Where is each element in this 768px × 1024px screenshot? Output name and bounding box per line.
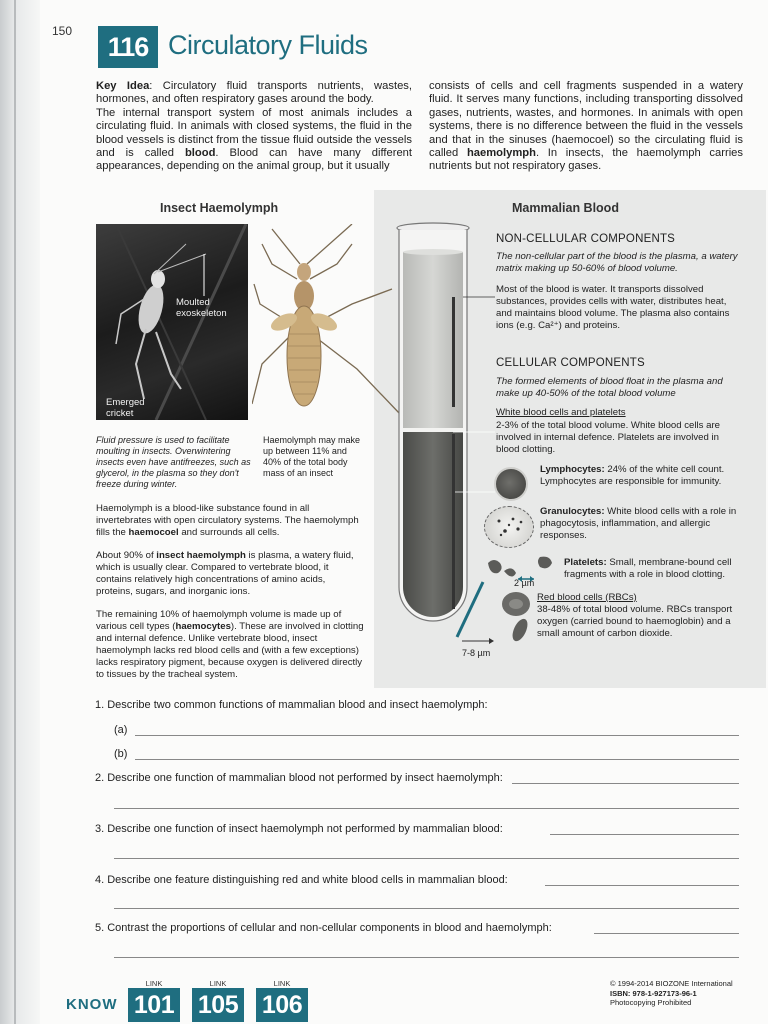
para-text: Haemolymph is a blood-like substance found in all invertebrates with open circulatory systems. The haemolymph fills the (96, 503, 359, 538)
insect-paragraph-3 (96, 609, 364, 681)
question-3: 3. Describe one function of insect haemolymph not performed by mammalian blood: (95, 823, 503, 835)
answer-line-2a[interactable] (512, 783, 739, 784)
answer-line-1a[interactable] (135, 735, 739, 736)
cellular-heading: CELLULAR COMPONENTS (496, 357, 645, 369)
wbc-text: 2-3% of the total blood volume. White blood cells are involved in internal defence. Platelets are involved in blood clotting. (496, 420, 720, 455)
page-binding (0, 0, 40, 1024)
key-idea-label: Key Idea (96, 80, 150, 92)
answer-line-3a[interactable] (550, 834, 739, 835)
red-blood-cells-icon (500, 588, 540, 644)
cells-bracket (452, 434, 455, 609)
insect-paragraph-1 (96, 503, 364, 539)
cricket-photo-drawing (96, 224, 248, 420)
cricket-moulting-photo (96, 224, 248, 420)
para-text: ). These are involved in clotting and internal defence. Unlike vertebrate blood, insect haemolymph lacks red blood cells and (with a few exceptions) lacks respiratory pigment, because oxygen is delivered directly to tissues by the tracheal system. (96, 621, 364, 680)
para-text: The remaining 10% of haemolymph volume is made up of various cell types ( (96, 609, 342, 632)
link-label-3: LINK (273, 979, 291, 988)
term-insect-haemolymph: insect haemolymph (156, 550, 246, 561)
rbc-heading: Red blood cells (RBCs) (537, 592, 637, 603)
platelet-label: Platelets: (564, 557, 607, 568)
key-idea-text: : Circulatory fluid transports nutrients, wastes, hormones, and often respiratory gases around the body. (96, 80, 412, 106)
intro-text: . Blood can have many different appearances, depending on the animal group, but it usually (96, 147, 412, 173)
granulocyte-granules (485, 507, 533, 547)
noncellular-text: Most of the blood is water. It transports dissolved substances, provides cells with water, distributes heat, and maintains blood volume. The plasma also contains ions (e.g. Ca²⁺) and proteins. (496, 284, 730, 331)
isbn-text: ISBN: 978-1-927173-96-1 (610, 988, 697, 998)
cellular-intro: The formed elements of blood float in the plasma and make up 40-50% of the total blood volume (496, 376, 723, 399)
intro-text: consists of cells and cell fragments suspended in a watery fluid. It serves many functions, including transporting dissolved gases, nutrients, wastes, and hormones. In animals with open systems, there is no difference between the fluid in the vessels and that in the sinuses (haemocoel) so the circulating fluid is called (429, 80, 743, 160)
label-moulted-exoskeleton: Moulted exoskeleton (176, 297, 227, 319)
answer-line-2b[interactable] (114, 808, 739, 809)
photocopy-notice: Photocopying Prohibited (610, 998, 692, 1007)
noncellular-intro: The non-cellular part of the blood is the plasma, a watery matrix making up 50-60% of blood volume. (496, 251, 738, 274)
intro-text: The internal transport system of most animals includes a circulating fluid. In animals with closed systems, the fluid in the blood vessels is distinct from the tissue fluid outside the vessels and is called (96, 106, 412, 160)
activity-number-badge: 116 (98, 26, 158, 68)
answer-line-3b[interactable] (114, 858, 739, 859)
copyright-text: © 1994-2014 BIOZONE International (610, 979, 733, 988)
caption-haemolymph-mass: Haemolymph may make up between 11% and 40% of the total body mass of an insect (263, 435, 361, 478)
page-number: 150 (52, 24, 73, 38)
plasma-bracket (452, 297, 455, 407)
platelet-desc: Small, membrane-bound cell fragments with a role in blood clotting. (564, 557, 732, 580)
question-5: 5. Contrast the proportions of cellular and non-cellular components in blood and haemolymph: (95, 922, 552, 934)
term-blood: blood (184, 147, 216, 160)
question-1a-label: (a) (114, 724, 128, 736)
insect-paragraph-2 (96, 550, 364, 598)
rbc-scale-arrow (460, 636, 496, 646)
question-1: 1. Describe two common functions of mammalian blood and insect haemolymph: (95, 699, 488, 711)
lymphocyte-label: Lymphocytes: (540, 464, 605, 475)
term-haemocoel: haemocoel (128, 527, 179, 538)
intro-column-left (96, 80, 412, 174)
question-4: 4. Describe one feature distinguishing red and white blood cells in mammalian blood: (95, 874, 508, 886)
label-emerged-cricket: Emerged cricket (106, 397, 145, 419)
rbc-text: 38-48% of total blood volume. RBCs transport oxygen (carried bound to haemoglobin) and a small amount of carbon dioxide. (537, 604, 733, 639)
caption-moulting: Fluid pressure is used to facilitate moulting in insects. Overwintering insects even have antifreezes, such as glycerol, in the plasma so they don't freeze during winter. (96, 435, 251, 489)
answer-line-4b[interactable] (114, 908, 739, 909)
para-text: and surrounds all cells. (178, 527, 280, 538)
term-haemolymph: haemolymph (466, 147, 536, 160)
question-1b-label: (b) (114, 748, 128, 760)
answer-line-1b[interactable] (135, 759, 739, 760)
intro-text: . In insects, the haemolymph carries nutrients but not respiratory gases. (429, 147, 743, 173)
platelet-scale-label: 2 µm (514, 578, 535, 588)
para-text: About 90% of (96, 550, 157, 561)
insect-heading: Insect Haemolymph (160, 201, 279, 215)
link-box-101[interactable]: 101 (128, 988, 180, 1022)
link-label-1: LINK (145, 979, 163, 988)
insect-illustration (252, 224, 402, 424)
answer-line-4a[interactable] (545, 885, 739, 886)
wbc-heading: White blood cells and platelets (496, 407, 626, 418)
page-title: Circulatory Fluids (168, 30, 368, 60)
granulocyte-text (540, 506, 740, 542)
lymphocyte-desc: 24% of the white cell count. Lymphocytes are responsible for immunity. (540, 464, 725, 487)
noncellular-heading: NON-CELLULAR COMPONENTS (496, 233, 676, 245)
para-text: is plasma, a watery fluid, which is usually clear. Compared to vertebrate blood, it contains relatively high concentrations of amino acids, proteins, sugars, and inorganic ions. (96, 550, 354, 597)
platelet-text (564, 557, 742, 581)
binding-line (14, 0, 16, 1024)
granulocyte-desc: White blood cells with a role in phagocytosis, inflammation, and allergic responses. (540, 506, 737, 541)
link-box-105[interactable]: 105 (192, 988, 244, 1022)
granulocyte-icon (484, 506, 534, 548)
link-box-106[interactable]: 106 (256, 988, 308, 1022)
answer-line-5b[interactable] (114, 957, 739, 958)
intro-column-right (429, 80, 743, 174)
copyright-block (610, 979, 733, 1008)
link-label-2: LINK (209, 979, 227, 988)
know-label: KNOW (66, 996, 118, 1013)
answer-line-5a[interactable] (594, 933, 739, 934)
term-haemocytes: haemocytes (175, 621, 231, 632)
mammal-heading: Mammalian Blood (512, 201, 619, 215)
lymphocyte-icon (494, 467, 528, 501)
granulocyte-label: Granulocytes: (540, 506, 605, 517)
lymphocyte-text (540, 464, 740, 488)
question-2: 2. Describe one function of mammalian blood not performed by insect haemolymph: (95, 772, 503, 784)
rbc-scale-label: 7-8 µm (462, 648, 491, 658)
